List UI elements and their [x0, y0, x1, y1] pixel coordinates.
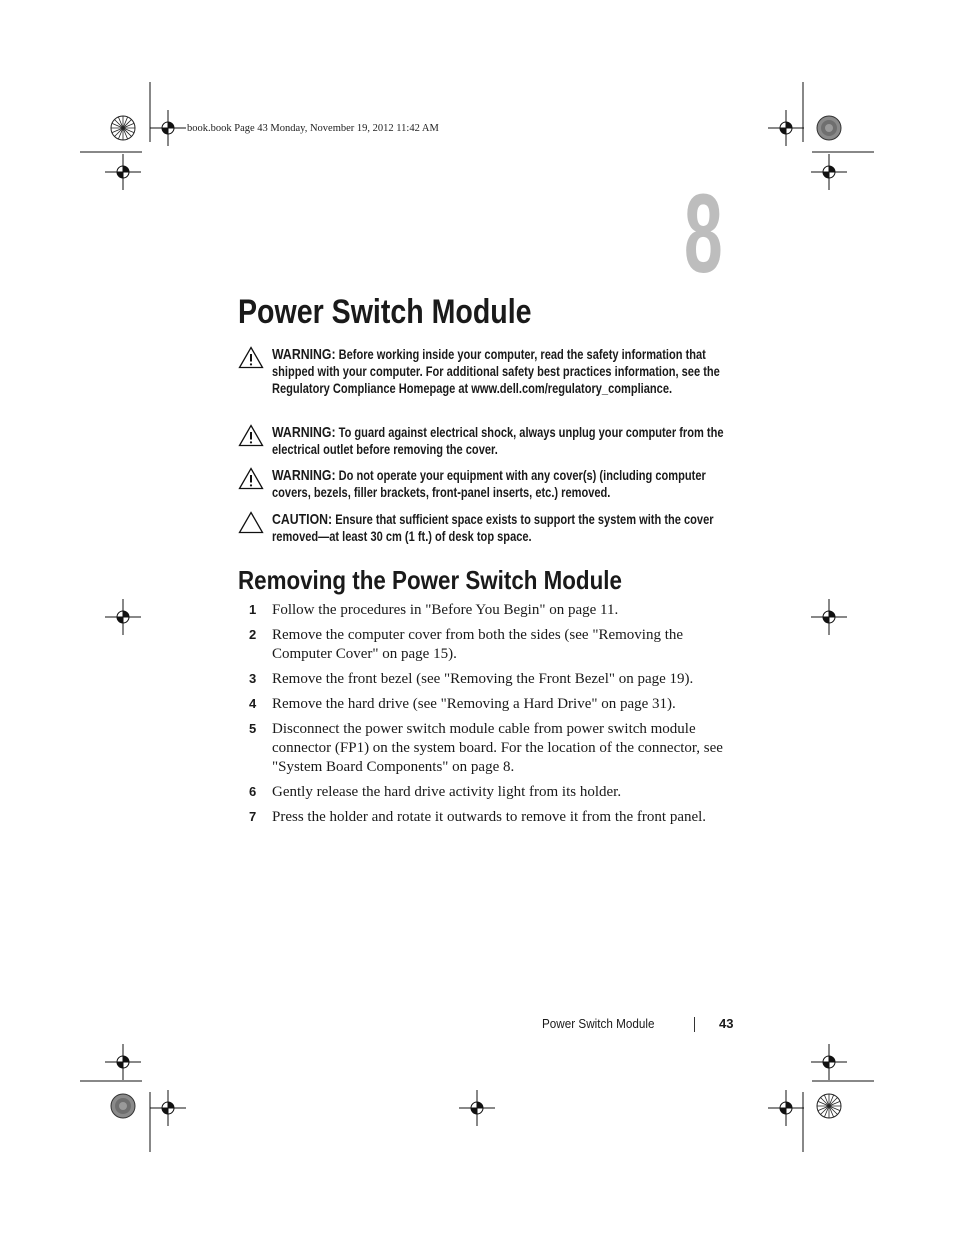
chapter-number: 8: [684, 171, 723, 296]
notice-lead: CAUTION:: [272, 511, 333, 528]
notice-lead: WARNING:: [272, 424, 336, 441]
step-number: 5: [249, 721, 257, 736]
caution-triangle-icon: [238, 511, 264, 534]
procedure-step: [238, 720, 758, 777]
footer-section-label: Power Switch Module: [542, 1016, 655, 1031]
notice-text: [272, 424, 731, 458]
step-text: Remove the front bezel (see "Removing the Front Bezel" on page 19).: [272, 671, 694, 687]
page-title: Power Switch Module: [238, 293, 532, 331]
step-text: Remove the computer cover from both the sides (see "Removing the Computer Cover" on page 15).: [272, 627, 684, 662]
procedure-step: [238, 626, 758, 664]
step-number: 6: [249, 784, 257, 799]
warning-triangle-icon: [238, 346, 264, 369]
footer-divider: [694, 1017, 695, 1032]
step-text: Press the holder and rotate it outwards to remove it from the front panel.: [272, 809, 707, 825]
procedure-step: [238, 695, 758, 714]
procedure-step: [238, 670, 758, 689]
notice-text: [272, 511, 731, 545]
notice-lead: WARNING:: [272, 467, 336, 484]
step-number: 4: [249, 696, 257, 711]
step-text: Gently release the hard drive activity light from its holder.: [272, 784, 622, 800]
procedure-step: [238, 808, 758, 827]
notice-lead: WARNING:: [272, 346, 336, 363]
procedure-step: [238, 601, 758, 620]
procedure-steps: [238, 601, 758, 833]
step-number: 2: [249, 627, 257, 642]
step-number: 7: [249, 809, 257, 824]
notice-text: [272, 346, 731, 397]
step-number: 1: [249, 602, 257, 617]
warning-triangle-icon: [238, 424, 264, 447]
print-header-info: book.book Page 43 Monday, November 19, 2012 11:42 AM: [187, 123, 439, 134]
notice-body: Do not operate your equipment with any cover(s) (including computer covers, bezels, filler brackets, front-panel inserts, etc.) removed.: [272, 468, 706, 500]
notice-body: Ensure that sufficient space exists to support the system with the cover removed—at least 30 cm (1 ft.) of desk top space.: [272, 512, 714, 544]
procedure-step: [238, 783, 758, 802]
warning-triangle-icon: [238, 467, 264, 490]
notice-body: Before working inside your computer, read the safety information that shipped with your computer. For additional safety best practices information, see the Regulatory Compliance Homepage at www.dell.com/regulatory_compliance.: [272, 347, 720, 396]
notice-body: To guard against electrical shock, always unplug your computer from the electrical outlet before removing the cover.: [272, 425, 724, 457]
section-title: Removing the Power Switch Module: [238, 565, 622, 595]
notice-text: [272, 467, 731, 501]
step-text: Disconnect the power switch module cable from power switch module connector (FP1) on the system board. For the location of the connector, see "System Board Components" on page 8.: [272, 721, 723, 775]
page-number: 43: [719, 1016, 734, 1031]
step-text: Follow the procedures in "Before You Begin" on page 11.: [272, 602, 619, 618]
step-number: 3: [249, 671, 257, 686]
step-text: Remove the hard drive (see "Removing a Hard Drive" on page 31).: [272, 696, 676, 712]
